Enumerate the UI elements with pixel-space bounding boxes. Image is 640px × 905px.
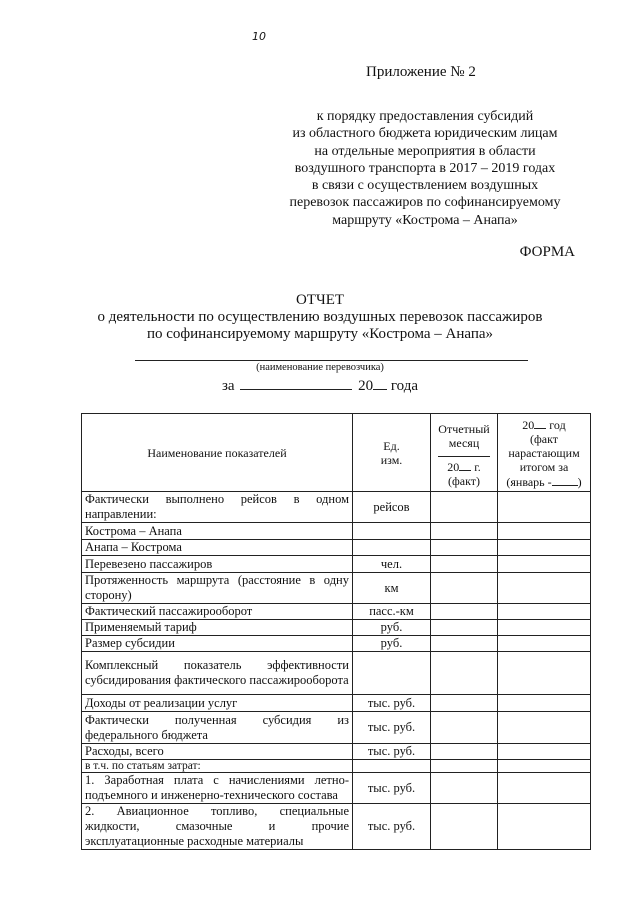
form-label: ФОРМА [519, 244, 575, 260]
row-ytd-value[interactable] [498, 636, 591, 652]
header-month-year [434, 459, 494, 474]
header-month-year-suffix: г. [474, 459, 481, 474]
row-ytd-value[interactable] [498, 540, 591, 556]
row-unit [353, 540, 431, 556]
header-month-blank-field[interactable] [438, 456, 490, 457]
row-ytd-value[interactable] [498, 573, 591, 604]
header-ytd-period-prefix: (январь - [506, 474, 552, 489]
row-month-value[interactable] [431, 804, 498, 850]
row-indicator-name: 1. Заработная плата с начислениями летно-подъемного и инженерно-технического состава [82, 773, 353, 804]
row-indicator-name: Комплексный показатель эффективности субсидирования фактического пассажирооборота [82, 652, 353, 695]
row-indicator-name: Протяженность маршрута (расстояние в одну сторону) [82, 573, 353, 604]
row-indicator-name: Кострома – Анапа [82, 523, 353, 540]
table-row [82, 620, 591, 636]
report-subtitle [0, 309, 640, 343]
row-unit [353, 523, 431, 540]
header-unit-line: изм. [380, 452, 403, 467]
row-indicator-name: Доходы от реализации услуг [82, 695, 353, 712]
row-ytd-value[interactable] [498, 695, 591, 712]
row-unit: руб. [353, 620, 431, 636]
row-indicator-name: Анапа – Кострома [82, 540, 353, 556]
table-row [82, 744, 591, 760]
row-unit: тыс. руб. [353, 804, 431, 850]
header-ytd-period-field[interactable] [552, 474, 578, 486]
header-ytd-year-field[interactable] [534, 417, 546, 429]
row-indicator-name: 2. Авиационное топливо, специальные жидкости, смазочные и прочие эксплуатационные расходные материалы [82, 804, 353, 850]
row-ytd-value[interactable] [498, 804, 591, 850]
appendix-description-line: на отдельные мероприятия в области [314, 143, 536, 159]
row-ytd-value[interactable] [498, 523, 591, 540]
row-unit: тыс. руб. [353, 744, 431, 760]
row-ytd-value[interactable] [498, 492, 591, 523]
row-ytd-value[interactable] [498, 556, 591, 573]
row-indicator-name: Фактический пассажирооборот [82, 604, 353, 620]
row-ytd-value[interactable] [498, 604, 591, 620]
row-unit [353, 760, 431, 773]
page-number: 10 [252, 30, 266, 43]
header-ytd-period-suffix: ) [577, 474, 582, 489]
row-month-value[interactable] [431, 695, 498, 712]
table-row [82, 804, 591, 850]
report-subtitle-line: по софинансируемому маршруту «Кострома – Анапа» [146, 326, 494, 342]
row-month-value[interactable] [431, 744, 498, 760]
period-year-field[interactable] [373, 375, 387, 390]
header-unit-line: Ед. [383, 438, 400, 453]
table-row [82, 604, 591, 620]
appendix-title: Приложение № 2 [366, 64, 476, 80]
appendix-description-line: перевозок пассажиров по софинансируемому [289, 195, 561, 211]
row-unit: чел. [353, 556, 431, 573]
row-unit: пасс.-км [353, 604, 431, 620]
row-unit: рейсов [353, 492, 431, 523]
row-month-value[interactable] [431, 540, 498, 556]
period-year-prefix: 20 [358, 378, 374, 394]
row-unit: тыс. руб. [353, 773, 431, 804]
row-indicator-name: Размер субсидии [82, 636, 353, 652]
table-row [82, 773, 591, 804]
table-row [82, 540, 591, 556]
row-month-value[interactable] [431, 773, 498, 804]
appendix-description-line: к порядку предоставления субсидий [316, 109, 534, 124]
row-ytd-value[interactable] [498, 712, 591, 744]
appendix-description-line: маршруту «Кострома – Анапа» [332, 212, 518, 228]
row-month-value[interactable] [431, 760, 498, 773]
row-unit [353, 652, 431, 695]
table-row [82, 492, 591, 523]
table-row [82, 652, 591, 695]
report-title: ОТЧЕТ [295, 292, 345, 308]
row-ytd-value[interactable] [498, 620, 591, 636]
row-unit: тыс. руб. [353, 712, 431, 744]
header-ytd-year-prefix: 20 [522, 417, 535, 432]
table-row [82, 712, 591, 744]
appendix-description-line: из областного бюджета юридическим лицам [292, 126, 558, 142]
row-unit: тыс. руб. [353, 695, 431, 712]
row-indicator-name: в т.ч. по статьям затрат: [82, 760, 353, 773]
row-unit: км [353, 573, 431, 604]
report-period [0, 375, 640, 395]
row-ytd-value[interactable] [498, 744, 591, 760]
table-row [82, 636, 591, 652]
appendix-description [250, 108, 600, 229]
row-ytd-value[interactable] [498, 773, 591, 804]
row-unit: руб. [353, 636, 431, 652]
row-month-value[interactable] [431, 604, 498, 620]
header-ytd-year [501, 417, 587, 432]
header-ytd-line: нарастающим [508, 445, 580, 460]
header-unit [353, 414, 431, 492]
period-suffix: года [390, 378, 418, 394]
row-indicator-name: Расходы, всего [82, 744, 353, 760]
row-month-value[interactable] [431, 652, 498, 695]
period-prefix: за [222, 378, 235, 394]
row-month-value[interactable] [431, 523, 498, 540]
carrier-name-field[interactable] [135, 360, 528, 361]
header-month-fact: (факт) [447, 473, 480, 488]
report-subtitle-line: о деятельности по осуществлению воздушных перевозок пассажиров [97, 309, 543, 325]
row-month-value[interactable] [431, 636, 498, 652]
report-table [81, 413, 591, 850]
row-indicator-name: Применяемый тариф [82, 620, 353, 636]
row-month-value[interactable] [431, 492, 498, 523]
table-row [82, 695, 591, 712]
header-month-year-field[interactable] [459, 459, 471, 471]
row-indicator-name: Фактически выполнено рейсов в одном направлении: [82, 492, 353, 523]
row-ytd-value[interactable] [498, 760, 591, 773]
table-row [82, 556, 591, 573]
appendix-description-line: воздушного транспорта в 2017 – 2019 годах [294, 160, 556, 176]
table-header-row [82, 414, 591, 492]
header-month-line: месяц [448, 435, 480, 450]
row-month-value[interactable] [431, 620, 498, 636]
carrier-caption: (наименование перевозчика) [256, 362, 384, 373]
header-ytd-line: итогом за [519, 459, 569, 474]
header-month-year-prefix: 20 [447, 459, 460, 474]
period-month-field[interactable] [240, 375, 352, 390]
header-indicator-name: Наименование показателей [82, 414, 353, 492]
table-row [82, 523, 591, 540]
row-month-value[interactable] [431, 556, 498, 573]
table-row [82, 760, 591, 773]
row-indicator-name: Фактически полученная субсидия из федерального бюджета [82, 712, 353, 744]
header-year-to-date [498, 414, 591, 492]
row-month-value[interactable] [431, 712, 498, 744]
header-reporting-month [431, 414, 498, 492]
header-ytd-period [501, 474, 587, 489]
row-month-value[interactable] [431, 573, 498, 604]
header-month-line: Отчетный [438, 421, 490, 436]
header-ytd-year-suffix: год [549, 417, 566, 432]
row-indicator-name: Перевезено пассажиров [82, 556, 353, 573]
appendix-description-line: в связи с осуществлением воздушных [311, 178, 539, 194]
header-ytd-line: (факт [529, 431, 558, 446]
table-row [82, 573, 591, 604]
row-ytd-value[interactable] [498, 652, 591, 695]
